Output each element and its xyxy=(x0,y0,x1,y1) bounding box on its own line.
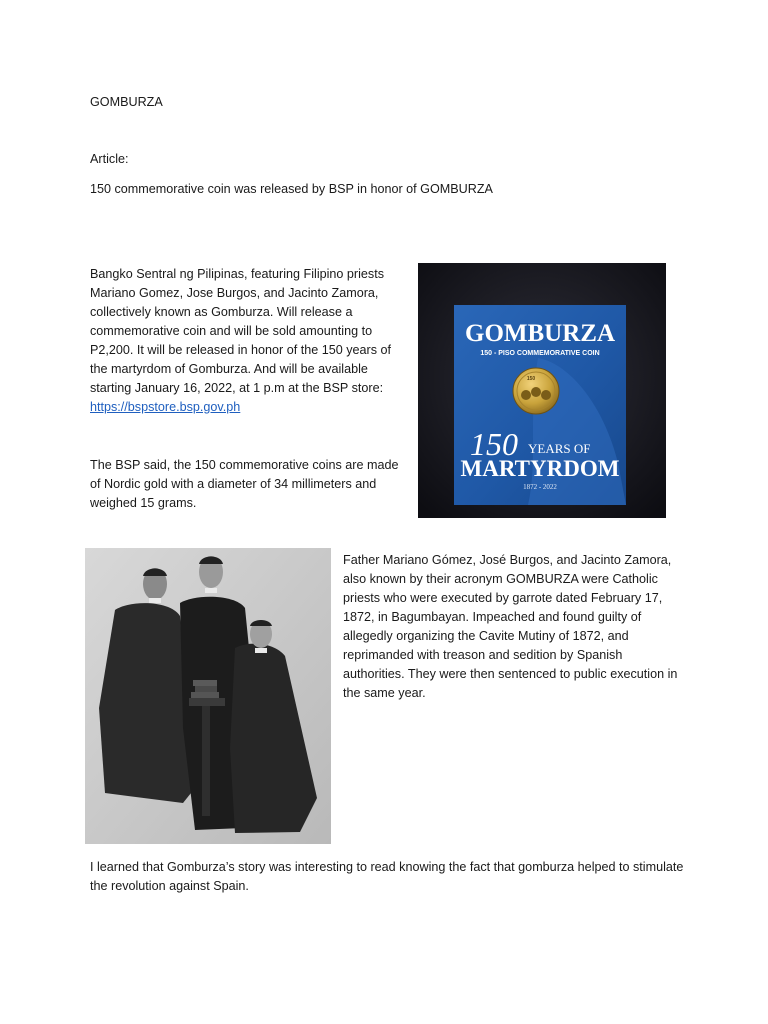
paragraph-coin-release-text: Bangko Sentral ng Pilipinas, featuring Filipino priests Mariano Gomez, Jose Burgos, and Jacinto Zamora, collectively known as Gomburza. Will release a commemorative coin and will be sold amounting to P2,200. It will be released in honor of the 150 years of the martyrdom of Gomburza. And will be available starting January 16, 2022, at 1 p.m at the BSP store: xyxy=(90,267,392,395)
priests-photo xyxy=(85,548,331,844)
paragraph-coin-release xyxy=(90,265,400,417)
package-dates: 1872 - 2022 xyxy=(523,483,557,491)
document-title: GOMBURZA xyxy=(90,95,163,109)
article-headline: 150 commemorative coin was released by BSP in honor of GOMBURZA xyxy=(90,182,493,196)
priest-left xyxy=(99,603,195,803)
bsp-store-link[interactable]: https://bspstore.bsp.gov.ph xyxy=(90,400,241,414)
package-brand: GOMBURZA xyxy=(465,320,615,347)
coin-package-image xyxy=(418,263,666,518)
package-martyrdom: MARTYRDOM xyxy=(460,456,620,481)
paragraph-gomburza-history: Father Mariano Gómez, José Burgos, and Jacinto Zamora, also known by their acronym GOMBURZA were Catholic priests who were executed by garrote dated February 17, 1872, in Bagumbayan. Impeached and found guilty of allegedly organizing the Cavite Mutiny of 1872, and reprimanded with treason and sedition by Spanish authorities. They were then sentenced to public execution in the same year. xyxy=(343,553,678,700)
paragraph-coin-specs: The BSP said, the 150 commemorative coins are made of Nordic gold with a diameter of 34 millimeters and weighed 15 grams. xyxy=(90,458,399,510)
article-label: Article: xyxy=(90,152,129,166)
package-years-word: YEARS OF xyxy=(528,441,591,456)
paragraph-reflection: I learned that Gomburza’s story was interesting to read knowing the fact that gomburza helped to stimulate the revolution against Spain. xyxy=(90,860,684,893)
package-subtitle: 150 - PISO COMMEMORATIVE COIN xyxy=(480,350,600,357)
package-years-number: 150 xyxy=(470,426,518,462)
coin-text: 150 xyxy=(526,376,536,382)
